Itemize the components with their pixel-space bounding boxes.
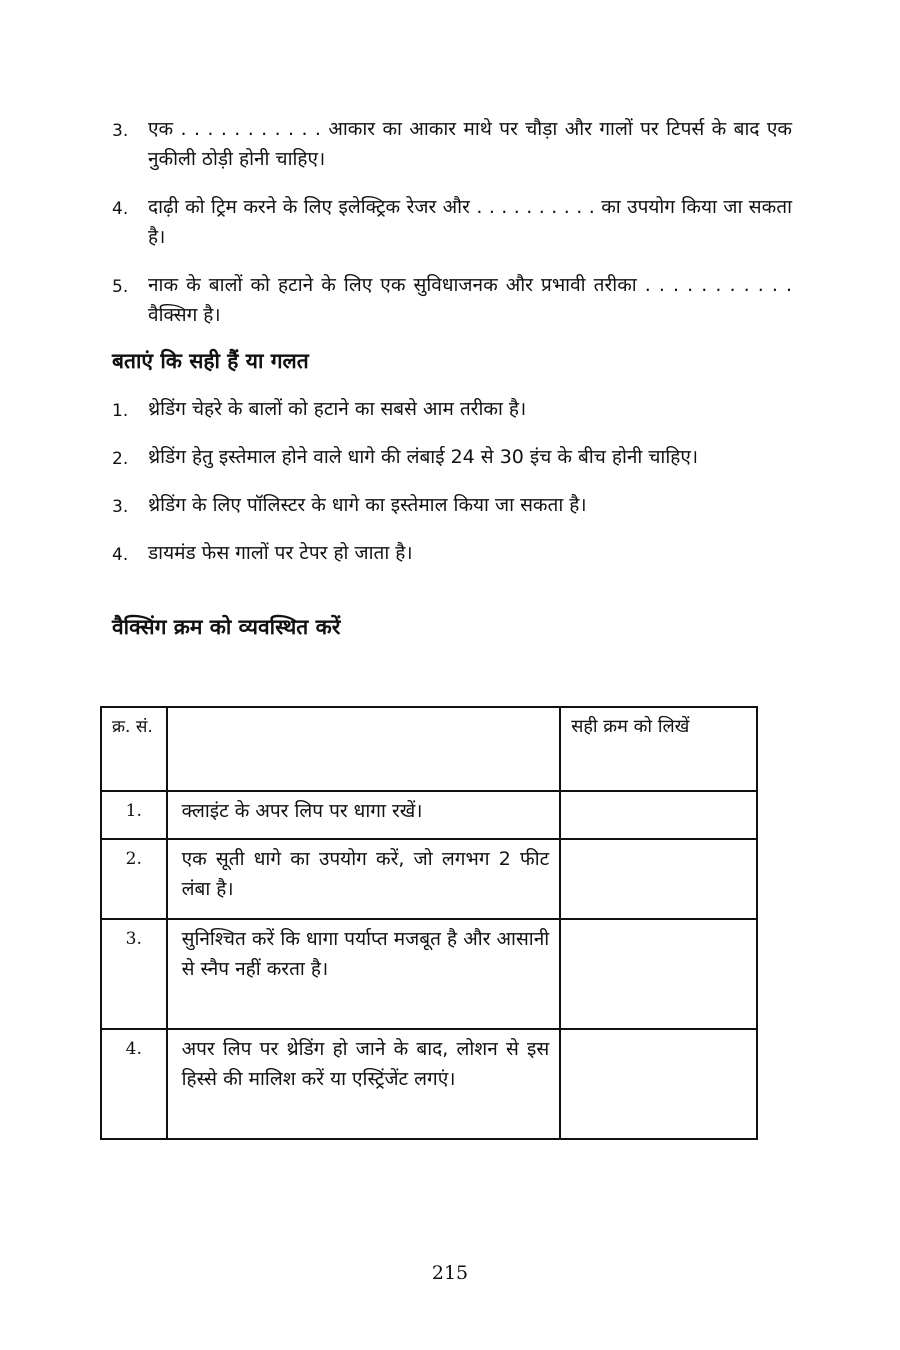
item-number: 4. xyxy=(112,545,129,565)
item-number: 3. xyxy=(112,121,129,141)
list-item xyxy=(112,192,792,252)
row-number: 2. xyxy=(101,839,167,919)
list-item xyxy=(112,490,792,522)
item-text: नाक के बालों को हटाने के लिए एक सुविधाजनक और प्रभावी तरीका . . . . . . . . . . . वैक्सिग है। xyxy=(148,274,792,326)
table-row xyxy=(101,919,757,1029)
waxing-order-heading: वैक्सिंग क्रम को व्यवस्थित करें xyxy=(112,615,341,639)
item-text: थ्रेडिंग चेहरे के बालों को हटाने का सबसे आम तरीका है। xyxy=(148,398,527,420)
row-number: 1. xyxy=(101,791,167,839)
item-text: थ्रेडिंग के लिए पॉलिस्टर के धागे का इस्तेमाल किया जा सकता है। xyxy=(148,494,587,516)
item-number: 2. xyxy=(112,449,129,469)
item-text: एक . . . . . . . . . . . आकार का आकार माथे पर चौड़ा और गालों पर टिपर्स के बाद एक नुकीली ठोड़ी होनी चाहिए। xyxy=(148,118,792,170)
answer-cell[interactable] xyxy=(560,839,757,919)
item-number: 3. xyxy=(112,497,129,517)
fill-in-blanks-list xyxy=(112,114,792,330)
header-serial-number: क्र. सं. xyxy=(101,707,167,791)
row-text: सुनिश्चित करें कि धागा पर्याप्त मजबूत है और आसानी से स्नैप नहीं करता है। xyxy=(167,919,561,1029)
table-row xyxy=(101,839,757,919)
answer-cell[interactable] xyxy=(560,791,757,839)
page-number: 215 xyxy=(431,1262,469,1284)
row-text: अपर लिप पर थ्रेडिंग हो जाने के बाद, लोशन से इस हिस्से की मालिश करें या एस्ट्रिंजेंट लगएं। xyxy=(167,1029,561,1139)
true-false-list xyxy=(112,394,792,570)
table-header-row xyxy=(101,707,757,791)
answer-cell[interactable] xyxy=(560,919,757,1029)
header-correct-order: सही क्रम को लिखें xyxy=(560,707,757,791)
answer-cell[interactable] xyxy=(560,1029,757,1139)
item-number: 5. xyxy=(112,277,129,297)
list-item xyxy=(112,538,792,570)
item-number: 4. xyxy=(112,199,129,219)
list-item xyxy=(112,270,792,330)
true-false-heading: बताएं कि सही हैं या गलत xyxy=(112,349,309,373)
row-number: 4. xyxy=(101,1029,167,1139)
table-row xyxy=(101,1029,757,1139)
item-text: डायमंड फेस गालों पर टेपर हो जाता है। xyxy=(148,542,413,564)
table-row xyxy=(101,791,757,839)
item-text: दाढ़ी को ट्रिम करने के लिए इलेक्ट्रिक रेजर और . . . . . . . . . . का उपयोग किया जा सकता है। xyxy=(148,196,792,248)
header-step xyxy=(167,707,561,791)
waxing-order-table xyxy=(100,706,758,1140)
list-item xyxy=(112,442,792,474)
row-text: क्लाइंट के अपर लिप पर धागा रखें। xyxy=(167,791,561,839)
item-number: 1. xyxy=(112,401,129,421)
row-number: 3. xyxy=(101,919,167,1029)
list-item xyxy=(112,394,792,426)
list-item xyxy=(112,114,792,174)
item-text: थ्रेडिंग हेतु इस्तेमाल होने वाले धागे की लंबाई 24 से 30 इंच के बीच होनी चाहिए। xyxy=(148,446,699,468)
row-text: एक सूती धागे का उपयोग करें, जो लगभग 2 फीट लंबा है। xyxy=(167,839,561,919)
